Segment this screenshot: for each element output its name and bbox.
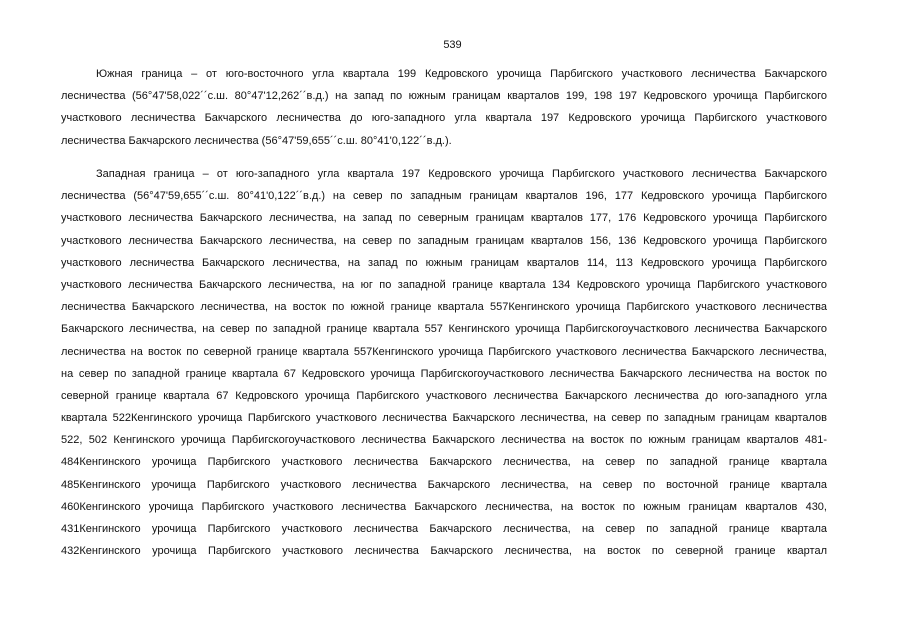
text-line: лесничества (56°47'58,022´´с.ш. 80°47'12,262´´в.д.) на запад по южным границам кварталов 199, 198 197 Кедровского урочища Парбигского — [61, 90, 827, 103]
text-line: северной границе квартала 67 Кедровского урочища Парбигского участкового лесничества Бакчарского лесничества до юго-западного угла — [61, 389, 827, 402]
text-line: участкового лесничества Бакчарского лесничества до юго-западного угла квартала 197 Кедровского урочища Парбигского участкового — [61, 112, 827, 125]
page-number: 539 — [443, 39, 462, 51]
text-line: лесничества Бакчарского лесничества (56°47'59,655´´с.ш. 80°41'0,122´´в.д.). — [61, 134, 452, 147]
text-line: лесничества на восток по северной границе квартала 557Кенгинского урочища Парбигского участкового лесничества Бакчарского лесничества, — [61, 345, 827, 358]
text-line: 460Кенгинского урочища Парбигского участкового лесничества Бакчарского лесничества, на восток по южным границам кварталов 430, — [61, 500, 827, 513]
text-line: 485Кенгинского урочища Парбигского участкового лесничества Бакчарского лесничества, на север по восточной границе квартала — [61, 478, 827, 491]
text-line: Западная граница – от юго-западного угла квартала 197 Кедровского урочища Парбигского участкового лесничества Бакчарского — [96, 168, 827, 180]
text-line: участкового лесничества Бакчарского лесничества, на север по западным границам кварталов 156, 136 Кедровского урочища Парбигского — [61, 234, 827, 247]
text-line: лесничества Бакчарского лесничества, на восток по южной границе квартала 557Кенгинского урочища Парбигского участкового лесничества — [61, 301, 827, 314]
text-line: Бакчарского лесничества, на север по западной границе квартала 557 Кенгинского урочища Парбигскогоучасткового лесничества Бакчарского — [61, 323, 827, 336]
text-line: 484Кенгинского урочища Парбигского участкового лесничества Бакчарского лесничества, на север по западной границе квартала — [61, 456, 827, 469]
text-line: участкового лесничества Бакчарского лесничества, на юг по западной границе квартала 134 Кедровского урочища Парбигского участкового — [61, 278, 827, 291]
text-line: 522, 502 Кенгинского урочища Парбигскогоучасткового лесничества Бакчарского лесничества на восток по южным границам кварталов 481- — [61, 434, 827, 447]
text-line: Южная граница – от юго-восточного угла квартала 199 Кедровского урочища Парбигского участкового лесничества Бакчарского — [96, 68, 827, 80]
paragraph-west-boundary — [26, 163, 827, 562]
paragraph-south-boundary — [26, 63, 827, 152]
text-line: участкового лесничества Бакчарского лесничества, на запад по южным границам кварталов 114, 113 Кедровского урочища Парбигского — [61, 256, 827, 269]
text-line: на север по западной границе квартала 67 Кедровского урочища Парбигскогоучасткового лесничества Бакчарского лесничества на восток по — [61, 367, 827, 380]
text-line: 432Кенгинского урочища Парбигского участкового лесничества Бакчарского лесничества, на восток по северной границе квартал — [61, 545, 827, 558]
text-line: участкового лесничества Бакчарского лесничества, на запад по северным границам кварталов 177, 176 Кедровского урочища Парбигского — [61, 212, 827, 225]
text-line: 431Кенгинского урочища Парбигского участкового лесничества Бакчарского лесничества, на север по западной границе квартала — [61, 523, 827, 535]
text-line: квартала 522Кенгинского урочища Парбигского участкового лесничества Бакчарского лесничества, на север по западным границам кварталов — [61, 412, 827, 425]
text-line: лесничества (56°47'59,655´´с.ш. 80°41'0,122´´в.д.) на север по западным границам кварталов 196, 177 Кедровского урочища Парбигского — [61, 190, 827, 203]
